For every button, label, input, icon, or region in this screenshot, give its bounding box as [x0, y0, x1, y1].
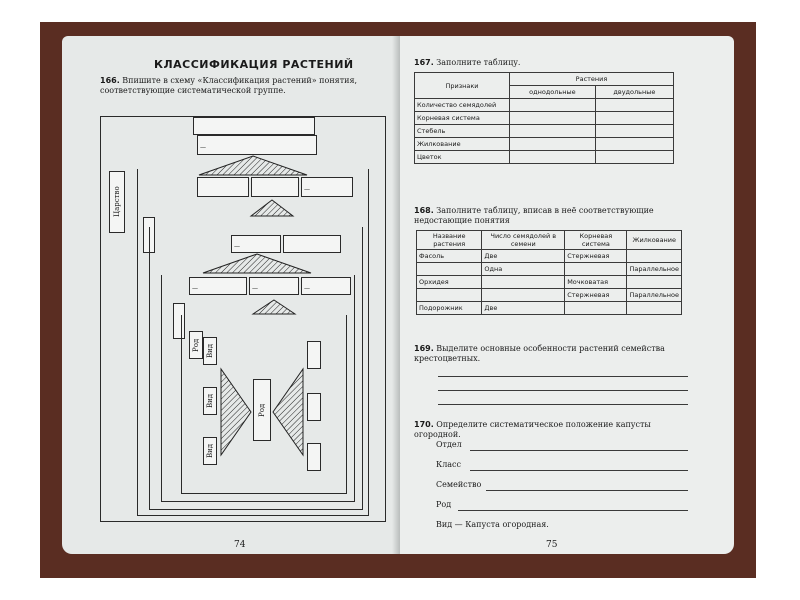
header-mono: однодольные: [510, 86, 596, 99]
scheme-box-family-2: —: [249, 277, 299, 295]
scheme-box-top: [193, 117, 315, 135]
table-row: Фасоль Две Стержневая: [417, 250, 682, 263]
scheme-triangle-4: [251, 299, 297, 315]
answer-line[interactable]: [438, 390, 688, 391]
scheme-triangle-left: [219, 367, 253, 457]
header-plant-name: Название растения: [417, 231, 482, 250]
field-class-line[interactable]: [470, 470, 688, 471]
scheme-box-order-1: —: [231, 235, 281, 253]
task-number: 166.: [100, 76, 120, 85]
task-text: Выделите основные особенности растений семейства крестоцветных.: [414, 344, 665, 363]
task-text: Впишите в схему «Классификация растений» понятия, соответствующие систематической группе.: [100, 76, 358, 95]
task-text: Заполните таблицу.: [436, 58, 521, 67]
header-cotyledons: Число семядолей в семени: [482, 231, 565, 250]
scheme-triangle-right: [271, 367, 305, 457]
scheme-box-class-3: —: [301, 177, 353, 197]
header-venation: Жилкование: [627, 231, 682, 250]
field-species-answer: Вид — Капуста огородная.: [436, 520, 549, 529]
header-plants: Растения: [510, 73, 674, 86]
classification-scheme: [100, 116, 386, 522]
answer-line[interactable]: [438, 376, 688, 377]
task-number: 168.: [414, 206, 434, 215]
kingdom-label: Царство: [109, 171, 125, 233]
table-row: Одна Параллельное: [417, 263, 682, 276]
scheme-triangle-2: [249, 199, 295, 217]
task-number: 169.: [414, 344, 434, 353]
task-number: 167.: [414, 58, 434, 67]
left-page: [62, 36, 400, 554]
field-label-class: Класс: [436, 460, 462, 469]
page-number: 74: [234, 540, 246, 550]
genus-center-label: Род: [253, 379, 271, 441]
task-170: [414, 420, 690, 440]
answer-line[interactable]: [438, 404, 688, 405]
page-header: КЛАССИФИКАЦИЯ РАСТЕНИЙ: [154, 58, 354, 71]
field-genus-line[interactable]: [458, 510, 688, 511]
task-number: 170.: [414, 420, 434, 429]
table-row: Стебель: [415, 125, 674, 138]
table-row: Корневая система: [415, 112, 674, 125]
header-di: двудольные: [595, 86, 673, 99]
header-root: Корневая система: [565, 231, 627, 250]
table-167: [414, 72, 674, 164]
field-label-family: Семейство: [436, 480, 482, 489]
right-page: [400, 36, 734, 554]
task-166: [100, 76, 358, 96]
species-label-1: Вид: [203, 337, 217, 365]
field-label-genus: Род: [436, 500, 452, 509]
scheme-box-family-3: —: [301, 277, 351, 295]
page-number: 75: [546, 540, 558, 550]
table-row: Цветок: [415, 151, 674, 164]
scheme-box-species-r1: [307, 341, 321, 369]
species-label-3: Вид: [203, 437, 217, 465]
task-text: Определите систематическое положение капусты огородной.: [414, 420, 651, 439]
task-text: Заполните таблицу, вписав в неё соответствующие недостающие понятия: [414, 206, 654, 225]
scheme-box-species-r2: [307, 393, 321, 421]
table-row: Количество семядолей: [415, 99, 674, 112]
scheme-box-species-r3: [307, 443, 321, 471]
table-row: Жилкование: [415, 138, 674, 151]
book-photo: [40, 22, 756, 578]
task-167: [414, 58, 520, 68]
scheme-box-division: —: [197, 135, 317, 155]
task-168: [414, 206, 684, 226]
table-row: Подорожник Две: [417, 302, 682, 315]
genus-label: Род: [189, 331, 203, 359]
field-division-line[interactable]: [470, 450, 688, 451]
scheme-box-order-2: [283, 235, 341, 253]
table-168: [416, 230, 682, 315]
field-family-line[interactable]: [486, 490, 688, 491]
table-row: Стержневая Параллельное: [417, 289, 682, 302]
header-features: Признаки: [415, 73, 510, 99]
species-label-2: Вид: [203, 387, 217, 415]
scheme-triangle-3: [201, 253, 313, 275]
scheme-box-family-1: —: [189, 277, 247, 295]
table-row: Орхидея Мочковатая: [417, 276, 682, 289]
task-169: [414, 344, 686, 364]
field-label-division: Отдел: [436, 440, 462, 449]
